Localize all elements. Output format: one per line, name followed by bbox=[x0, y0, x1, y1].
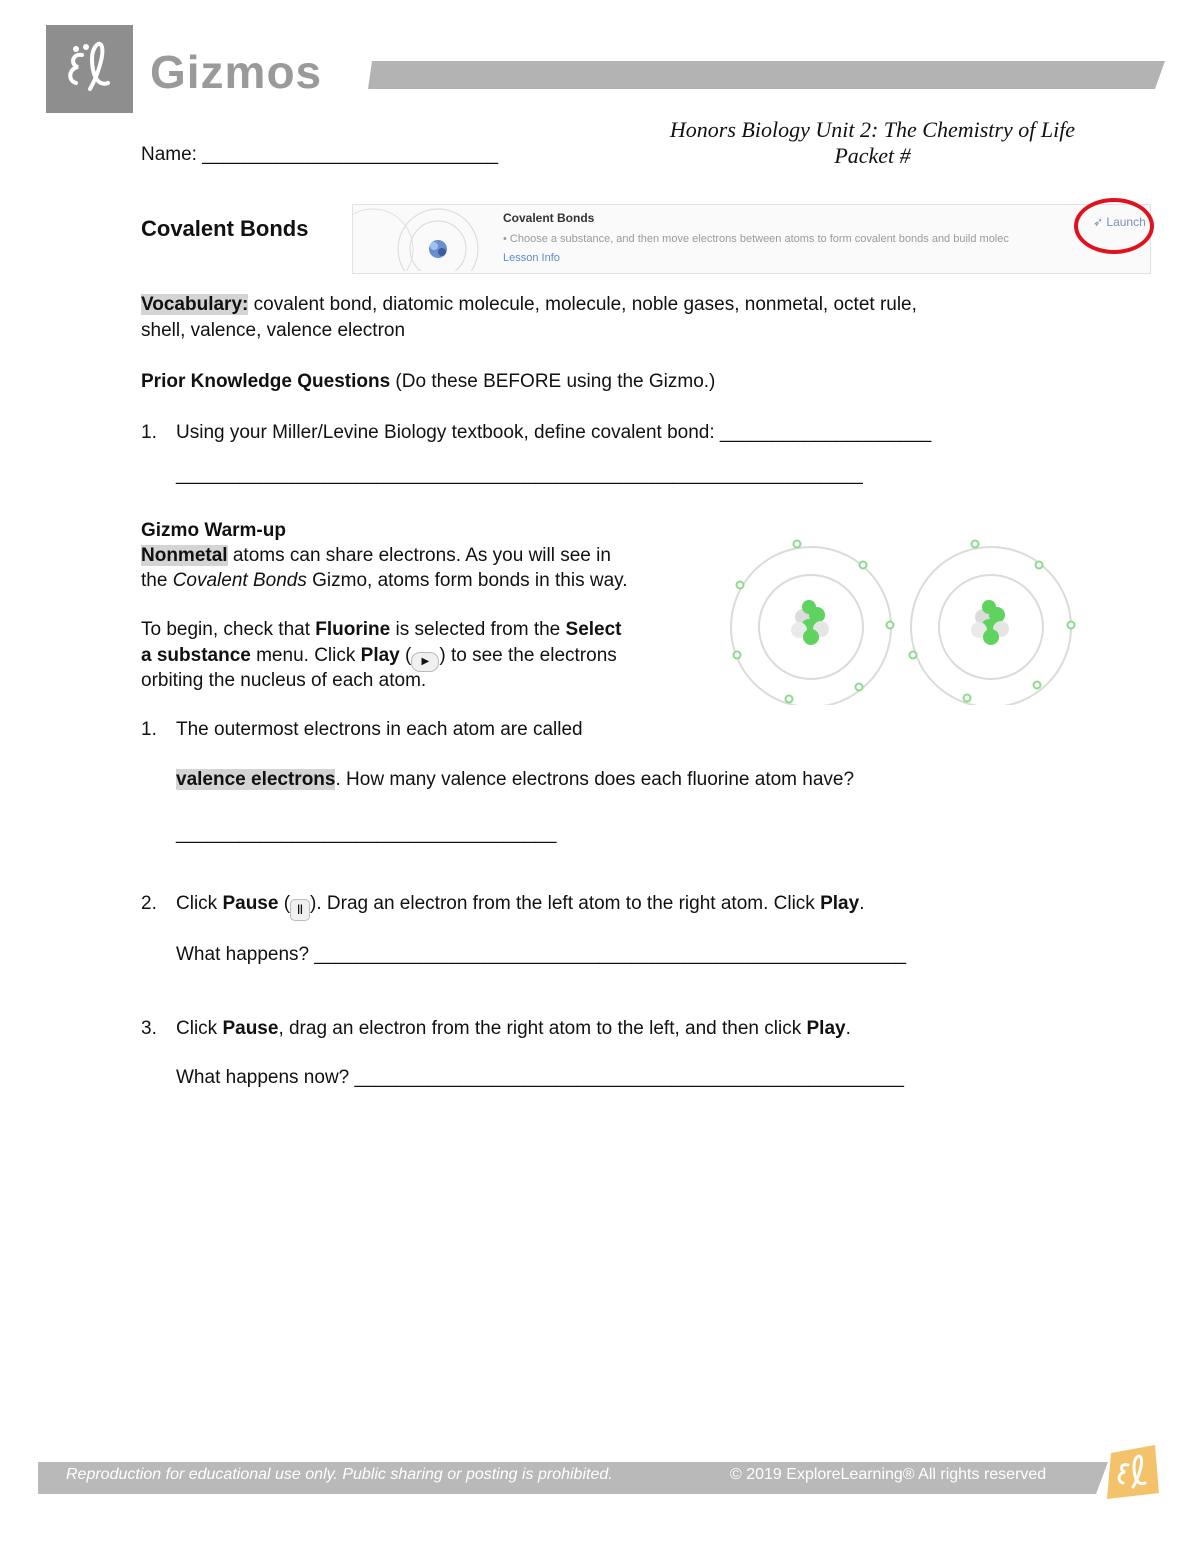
warmup-q2 bbox=[176, 891, 864, 921]
valence-electrons-term: valence electrons bbox=[176, 769, 336, 790]
launch-highlight-circle bbox=[1074, 198, 1154, 254]
warmup-p2-mid2: menu. Click bbox=[250, 645, 361, 666]
launch-label: Launch bbox=[1106, 215, 1146, 229]
prior-q1-answer-blank[interactable]: ____________________ bbox=[719, 422, 932, 443]
q3-period: . bbox=[845, 1018, 851, 1039]
gizmo-banner[interactable] bbox=[352, 204, 1151, 274]
el-logo bbox=[46, 25, 133, 113]
play-term: Play bbox=[360, 645, 400, 666]
warmup-q1-answer-blank[interactable]: ____________________________________ bbox=[176, 823, 557, 844]
warmup-p2-pre: To begin, check that bbox=[141, 619, 316, 640]
q2-text-a: Click bbox=[176, 893, 223, 914]
select-term: Select bbox=[565, 619, 622, 640]
warmup-q1-line2 bbox=[176, 767, 854, 792]
warmup-p1-post: Gizmo, atoms form bonds in this way. bbox=[306, 570, 628, 591]
prior-q1 bbox=[176, 420, 931, 445]
warmup-heading: Gizmo Warm-up bbox=[141, 520, 286, 541]
pause-icon: || bbox=[290, 899, 310, 921]
gizmo-name: Covalent Bonds bbox=[172, 570, 307, 591]
nonmetal-term: Nonmetal bbox=[141, 545, 228, 566]
banner-title: Covalent Bonds bbox=[503, 211, 595, 225]
warmup-p2-line3: orbiting the nucleus of each atom. bbox=[141, 670, 427, 691]
q2-open: ( bbox=[278, 893, 291, 914]
warmup-q1-question: . How many valence electrons does each fluorine atom have? bbox=[335, 769, 855, 790]
footer-copyright: © 2019 ExploreLearning® All rights reserved bbox=[730, 1466, 1047, 1483]
warmup-p2-open: ( bbox=[399, 645, 412, 666]
vocabulary-terms: covalent bond, diatomic molecule, molecule, noble gases, nonmetal, octet rule, bbox=[248, 294, 917, 315]
substance-term: a substance bbox=[141, 645, 251, 666]
footer-reproduction-notice: Reproduction for educational use only. Public sharing or posting is prohibited. bbox=[66, 1466, 613, 1483]
electrons bbox=[734, 541, 1075, 703]
fluorine-atoms-diagram bbox=[725, 535, 1085, 705]
warmup-p2-mid: is selected from the bbox=[390, 619, 566, 640]
q3-pause-term: Pause bbox=[222, 1018, 279, 1039]
q3-ask: What happens now? bbox=[176, 1067, 355, 1088]
explorelearning-logo-icon bbox=[1103, 1443, 1163, 1501]
brand-name: Gizmos bbox=[150, 46, 323, 98]
warmup-q3 bbox=[176, 1016, 851, 1041]
warmup-q1-number: 1. bbox=[141, 719, 157, 740]
page-title: Covalent Bonds bbox=[141, 216, 309, 241]
el-logo-icon bbox=[46, 25, 133, 113]
left-nucleus bbox=[791, 600, 829, 645]
q2-answer-blank[interactable]: ________________________________________________________ bbox=[314, 944, 907, 965]
warmup-p1-line2 bbox=[141, 568, 628, 593]
pause-term: Pause bbox=[222, 893, 279, 914]
warmup-q3-number: 3. bbox=[141, 1018, 157, 1039]
name-blank[interactable]: ____________________________ bbox=[202, 144, 499, 165]
right-nucleus bbox=[971, 600, 1009, 645]
q2-play-term: Play bbox=[820, 893, 860, 914]
vocabulary-label: Vocabulary: bbox=[141, 294, 249, 315]
warmup-p1-line1 bbox=[141, 543, 611, 568]
q3-text-b: , drag an electron from the right atom to the left, and then click bbox=[278, 1018, 807, 1039]
fluorine-term: Fluorine bbox=[315, 619, 391, 640]
banner-description: • Choose a substance, and then move electrons between atoms to form covalent bonds and build molec bbox=[503, 233, 1009, 245]
warmup-q3-answer bbox=[176, 1065, 904, 1090]
prior-knowledge-heading bbox=[141, 369, 715, 394]
play-icon: ▶ bbox=[411, 652, 439, 672]
warmup-q2-answer bbox=[176, 942, 906, 967]
warmup-q2-number: 2. bbox=[141, 893, 157, 914]
prior-q1-answer-blank-2[interactable]: _________________________________________________________________ bbox=[176, 464, 863, 485]
packet-number: Packet # bbox=[834, 143, 911, 168]
vocabulary-line-1 bbox=[141, 292, 917, 317]
q2-ask: What happens? bbox=[176, 944, 315, 965]
name-label: Name: bbox=[141, 144, 203, 165]
prior-q1-text: Using your Miller/Levine Biology textbook, define covalent bond: bbox=[176, 422, 720, 443]
warmup-p1-pre: the bbox=[141, 570, 173, 591]
warmup-p1-text-a: atoms can share electrons. As you will see in bbox=[227, 545, 611, 566]
vocabulary-line-2: shell, valence, valence electron bbox=[141, 320, 406, 341]
q3-answer-blank[interactable]: ____________________________________________________ bbox=[354, 1067, 904, 1088]
prior-note: (Do these BEFORE using the Gizmo.) bbox=[390, 371, 716, 392]
warmup-p2-line1 bbox=[141, 617, 622, 642]
lesson-info-link[interactable]: Lesson Info bbox=[503, 252, 560, 264]
header-bar bbox=[368, 61, 1165, 89]
warmup-p2-post: ) to see the electrons bbox=[439, 645, 617, 666]
name-line bbox=[141, 142, 498, 167]
rocket-icon: ➶ bbox=[1093, 215, 1104, 229]
q3-text-a: Click bbox=[176, 1018, 223, 1039]
q3-play-term: Play bbox=[806, 1018, 846, 1039]
q2-text-c: ). Drag an electron from the left atom to the right atom. Click bbox=[310, 893, 821, 914]
course-title: Honors Biology Unit 2: The Chemistry of Life bbox=[669, 117, 1076, 142]
atom-thumbnail-icon bbox=[353, 205, 493, 271]
prior-q1-number: 1. bbox=[141, 422, 157, 443]
q2-period: . bbox=[859, 893, 865, 914]
warmup-q1-text: The outermost electrons in each atom are called bbox=[176, 719, 583, 740]
prior-heading-text: Prior Knowledge Questions bbox=[141, 371, 391, 392]
